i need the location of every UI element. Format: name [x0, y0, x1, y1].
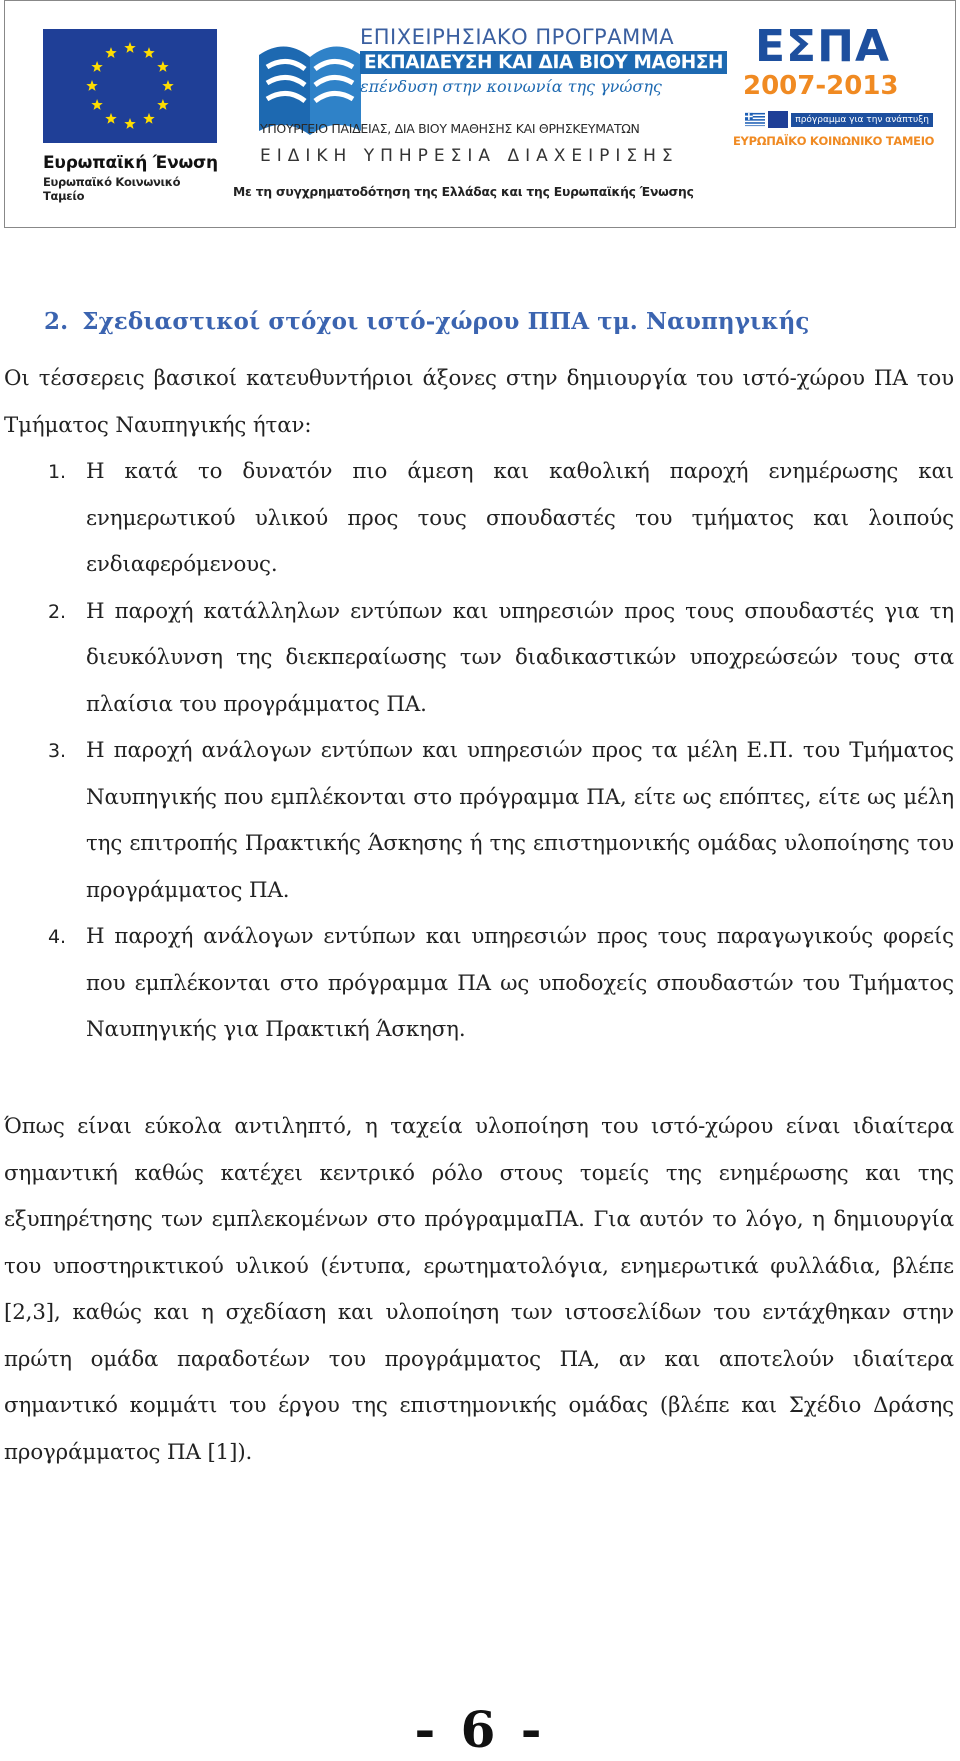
eu-name: Ευρωπαϊκή Ένωση	[43, 153, 218, 173]
eu-star-icon	[143, 113, 154, 124]
eu-star-icon	[124, 42, 135, 53]
ministry-label: ΥΠΟΥΡΓΕΙΟ ΠΑΙΔΕΙΑΣ, ΔΙΑ ΒΙΟΥ ΜΑΘΗΣΗΣ ΚΑΙ ΘΡΗΣΚΕΥΜΑΤΩΝ	[260, 121, 640, 136]
eu-star-icon	[91, 61, 102, 72]
list-item	[4, 728, 954, 914]
list-item-number: 4.	[48, 926, 66, 948]
program-motto: επένδυση στην κοινωνία της γνώσης	[360, 77, 662, 96]
eu-star-icon	[86, 80, 97, 91]
eu-star-icon	[105, 47, 116, 58]
program-title: ΕΠΙΧΕΙΡΗΣΙΑΚΟ ΠΡΟΓΡΑΜΜΑ	[360, 25, 675, 49]
list-item-text: Η παροχή ανάλογων εντύπων και υπηρεσιών προς τα μέλη Ε.Π. του Τμήματος Ναυπηγικής που εμπλέκονται στο πρόγραμμα ΠΑ, είτε ως επόπτες, είτε ως μέλη της επιτροπής Πρακτικής Άσκησης ή της επιστημονικής ομάδας υλοποίησης του προγράμματος ΠΑ.	[86, 738, 954, 903]
list-item-text: Η παροχή ανάλογων εντύπων και υπηρεσιών προς τους παραγωγικούς φορείς που εμπλέκονται στο πρόγραμμα ΠΑ ως υποδοχείς σπουδαστών του Τμήματος Ναυπηγικής για Πρακτική Άσκηση.	[86, 924, 954, 1042]
eu-star-icon	[105, 113, 116, 124]
eu-fund-label: Ευρωπαϊκό Κοινωνικό Ταμείο	[43, 175, 181, 203]
espa-tagline: πρόγραμμα για την ανάπτυξη	[791, 113, 933, 127]
eu-star-icon	[124, 118, 135, 129]
list-item	[4, 914, 954, 1054]
espa-years: 2007-2013	[743, 71, 899, 101]
espa-title: ΕΣΠΑ	[755, 21, 890, 72]
espa-logo-block	[733, 23, 933, 148]
page-number: - 6 -	[414, 1700, 546, 1759]
eu-star-icon	[162, 80, 173, 91]
list-item	[4, 449, 954, 589]
eu-stars-icon	[43, 29, 217, 143]
header-banner	[4, 0, 956, 228]
espa-flags-row	[733, 111, 933, 128]
program-text-block	[360, 25, 724, 96]
section-title: Σχεδιαστικοί στόχοι ιστό-χώρου ΠΠΑ τμ. Ναυπηγικής	[82, 308, 810, 335]
closing-paragraph: Όπως είναι εύκολα αντιληπτό, η ταχεία υλοποίηση του ιστό-χώρου είναι ιδιαίτερα σημαντική καθώς κατέχει κεντρικό ρόλο στους τομείς της ενημέρωσης και της εξυπηρέτησης των εμπλεκομένων στο πρόγραμμαΠΑ. Για αυτόν το λόγο, η δημιουργία του υποστηρικτικού υλικού (έντυπα, ερωτηματολόγια, ενημερωτικά φυλλάδια, βλέπε [2,3], καθώς και η σχεδίαση και υλοποίηση των ιστοσελίδων του εντάχθηκαν στην πρώτη ομάδα παραδοτέων του προγράμματος ΠΑ, αν και αποτελούν ιδιαίτερα σημαντικό κομμάτι του έργου της επιστημονικής ομάδας (βλέπε και Σχέδιο Δράσης προγράμματος ΠΑ [1]).	[4, 1114, 954, 1465]
section-number: 2.	[44, 308, 69, 335]
eu-star-icon	[157, 61, 168, 72]
eu-mini-flag-icon	[768, 111, 788, 128]
list-item-text: Η παροχή κατάλληλων εντύπων και υπηρεσιών προς τους σπουδαστές για τη διευκόλυνση της διεκπεραίωσης των διαδικαστικών υποχρεώσεών τους στα πλαίσια του προγράμματος ΠΑ.	[86, 598, 954, 717]
service-label: ΕΙΔΙΚΗ ΥΠΗΡΕΣΙΑ ΔΙΑΧΕΙΡΙΣΗΣ	[260, 146, 679, 166]
intro-paragraph: Οι τέσσερεις βασικοί κατευθυντήριοι άξονες στην δημιουργία του ιστό-χώρου ΠΑ του Τμήματος Ναυπηγικής ήταν:	[4, 366, 954, 438]
list-item-number: 1.	[48, 461, 66, 483]
greek-flag-icon	[745, 111, 765, 128]
eu-star-icon	[91, 99, 102, 110]
objectives-list	[4, 449, 954, 1054]
list-item-text: Η κατά το δυνατόν πιο άμεση και καθολική παροχή ενημέρωσης και ενημερωτικού υλικού προς τους σπουδαστές του τμήματος και λοιπούς ενδιαφερόμενους.	[86, 459, 954, 577]
espa-fund-label: ΕΥΡΩΠΑΪΚΟ ΚΟΙΝΩΝΙΚΟ ΤΑΜΕΙΟ	[733, 134, 935, 148]
list-item-number: 3.	[48, 740, 66, 762]
eu-flag-icon	[43, 29, 217, 143]
eu-star-icon	[157, 99, 168, 110]
list-item	[4, 589, 954, 729]
list-item-number: 2.	[48, 600, 66, 623]
program-subtitle: ΕΚΠΑΙΔΕΥΣΗ ΚΑΙ ΔΙΑ ΒΙΟΥ ΜΑΘΗΣΗ	[360, 51, 727, 74]
eu-star-icon	[143, 47, 154, 58]
cofunding-label: Με τη συγχρηματοδότηση της Ελλάδας και της Ευρωπαϊκής Ένωσης	[233, 185, 694, 199]
eu-logo-block	[43, 29, 221, 203]
section-heading	[44, 308, 810, 335]
